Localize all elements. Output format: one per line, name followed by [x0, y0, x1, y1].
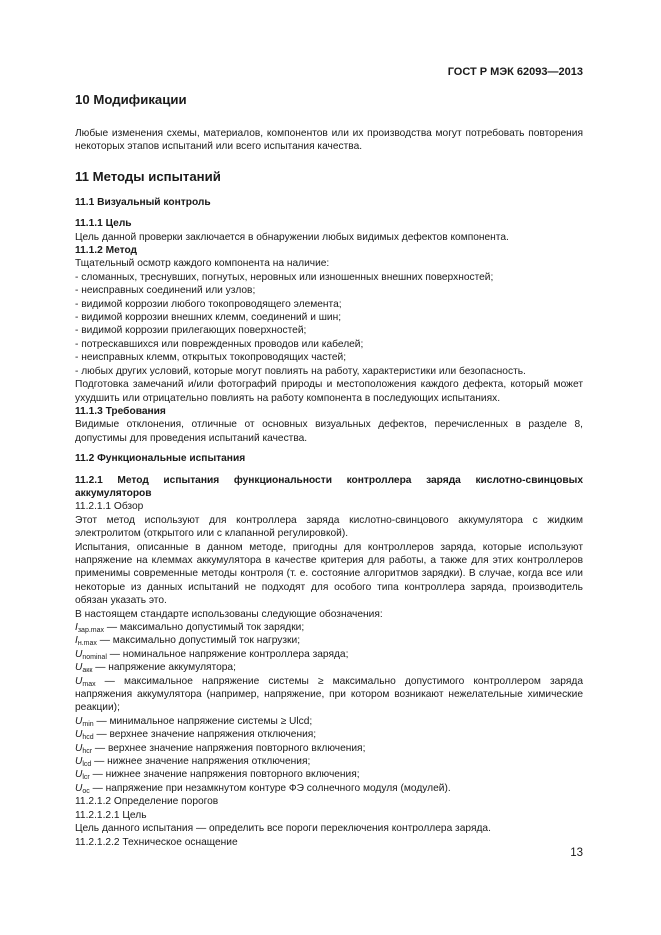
section-11-2-title: 11.2 Функциональные испытания — [75, 453, 246, 465]
symbol-description: — максимальное напряжение системы ≥ максимально допустимого контроллером заряда напряжения аккумулятора (например, напряжение, при котором возникают нежелательные химические реакции); — [75, 675, 583, 714]
section-11-2-1-title: 11.2.1 Метод испытания функциональности контроллера заряда кислотно-свинцовых аккумуляторов — [75, 474, 583, 499]
symbol-definition — [75, 728, 583, 741]
paragraph-overview-1: Этот метод используют для контроллера заряда кислотно-свинцового аккумулятора с жидким электролитом (открытого или с клапанной регулировкой). — [75, 514, 583, 540]
section-11-title: 11 Методы испытаний — [75, 168, 221, 184]
page-number: 13 — [570, 847, 583, 859]
page-content — [75, 92, 583, 849]
document-header: ГОСТ Р МЭК 62093—2013 — [447, 66, 583, 78]
symbol: U — [75, 675, 83, 687]
section-11-1-3-text: Видимые отклонения, отличные от основных визуальных дефектов, перечисленных в разделе 8, допустимы для проведения испытаний качества. — [75, 419, 583, 444]
symbol-subscript: lcr — [82, 774, 90, 782]
symbol-description: — нижнее значение напряжения повторного включения; — [89, 769, 360, 781]
symbol: U — [75, 769, 83, 781]
symbol-definition — [75, 621, 583, 634]
section-11-2-1-2-1-title: 11.2.1.2.1 Цель — [75, 809, 147, 821]
symbol-definition — [75, 715, 583, 728]
paragraph-overview-2: Испытания, описанные в данном методе, пригодны для контроллеров заряда, которые используют напряжение на клеммах аккумулятора в качестве критерия для работы, а также для этих контроллеров применимы современные методы контроля (т. е. состояние алгоритмов зарядки). В случае, когда все или некоторые из данных испытаний не подходят для особого типа контроллера заряда, производитель обязан указать это. — [75, 541, 583, 607]
list-item: - видимой коррозии любого токопроводящего элемента; — [75, 298, 342, 310]
symbol-subscript: hcr — [82, 747, 93, 755]
symbol-definition — [75, 661, 583, 674]
symbol: I — [75, 635, 78, 647]
section-11-2-1-2-1-text: Цель данного испытания — определить все пороги переключения контроллера заряда. — [75, 823, 491, 835]
list-item: - неисправных соединений или узлов; — [75, 285, 256, 297]
symbol-subscript: зар.max — [77, 627, 105, 634]
symbol-subscript: lcd — [82, 761, 92, 769]
symbol: I — [75, 622, 78, 633]
section-11-1-title: 11.1 Визуальный контроль — [75, 196, 211, 208]
symbol-subscript: max — [82, 680, 96, 688]
symbol: U — [75, 742, 83, 754]
symbol: U — [75, 756, 83, 768]
symbol-subscript: н.max — [77, 640, 97, 648]
symbol-subscript: hcd — [82, 734, 94, 742]
symbol-definition — [75, 755, 583, 768]
section-11-1-3-title: 11.1.3 Требования — [75, 405, 166, 417]
symbol: U — [75, 715, 83, 727]
symbol-definition — [75, 675, 583, 715]
symbol-description: — верхнее значение напряжения повторного включения; — [92, 742, 366, 754]
section-11-1-1-title: 11.1.1 Цель — [75, 218, 132, 230]
symbol-description: — номинальное напряжение контроллера заряда; — [106, 648, 349, 660]
list-item: - потрескавшихся или поврежденных проводов или кабелей; — [75, 338, 364, 350]
section-10-text: Любые изменения схемы, материалов, компонентов или их производства могут потребовать повторения некоторых этапов испытаний или всего испытания качества. — [75, 128, 583, 153]
symbol-subscript: min — [82, 720, 94, 728]
symbol-description: — напряжение при незамкнутом контуре ФЭ солнечного модуля (модулей). — [89, 782, 451, 794]
list-item: - видимой коррозии прилегающих поверхностей; — [75, 325, 307, 337]
inspection-list — [75, 271, 583, 378]
symbol-description: — максимально допустимый ток нагрузки; — [96, 635, 301, 647]
symbol-definition — [75, 782, 583, 795]
section-11-1-1-text: Цель данной проверки заключается в обнаружении любых видимых дефектов компонента. — [75, 231, 509, 243]
symbol-definition — [75, 742, 583, 755]
section-11-1-2-after: Подготовка замечаний и/или фотографий природы и местоположения каждого дефекта, который может ухудшить или отрицательно повлиять на работу компонента в последующих испытаниях. — [75, 379, 583, 404]
symbol: U — [75, 729, 83, 741]
symbol-definition — [75, 648, 583, 661]
section-11-1-2-title: 11.1.2 Метод — [75, 245, 138, 257]
section-11-1-2-intro: Тщательный осмотр каждого компонента на наличие: — [75, 258, 330, 270]
symbol: U — [75, 662, 83, 674]
section-11-2-1-2-2-title: 11.2.1.2.2 Техническое оснащение — [75, 836, 238, 848]
paragraph-symbols-intro: В настоящем стандарте использованы следующие обозначения: — [75, 608, 383, 620]
symbol-definition — [75, 768, 583, 781]
symbol-description: — максимально допустимый ток зарядки; — [104, 622, 305, 633]
symbol-description: — верхнее значение напряжения отключения; — [93, 729, 317, 741]
list-item: - сломанных, треснувших, погнутых, неровных или изношенных внешних поверхностей; — [75, 271, 494, 283]
section-10-title: 10 Модификации — [75, 92, 187, 107]
list-item: - неисправных клемм, открытых токопроводящих частей; — [75, 352, 347, 364]
symbol-subscript: nominal — [82, 653, 107, 661]
symbol-subscript: oc — [82, 787, 90, 795]
symbol-subscript: акк — [82, 667, 93, 675]
symbol-description: — напряжение аккумулятора; — [92, 662, 236, 674]
symbol-list — [75, 621, 583, 795]
symbol-definition — [75, 634, 583, 647]
symbol: U — [75, 782, 83, 794]
list-item: - видимой коррозии внешних клемм, соединений и шин; — [75, 312, 342, 324]
symbol: U — [75, 648, 83, 660]
symbol-description: — нижнее значение напряжения отключения; — [91, 756, 311, 768]
section-11-2-1-1-title: 11.2.1.1 Обзор — [75, 501, 144, 513]
list-item: - любых других условий, которые могут повлиять на работу, характеристики или безопасность. — [75, 365, 526, 377]
symbol-description: — минимальное напряжение системы ≥ Ulcd; — [93, 715, 313, 727]
section-11-2-1-2-title: 11.2.1.2 Определение порогов — [75, 796, 219, 808]
